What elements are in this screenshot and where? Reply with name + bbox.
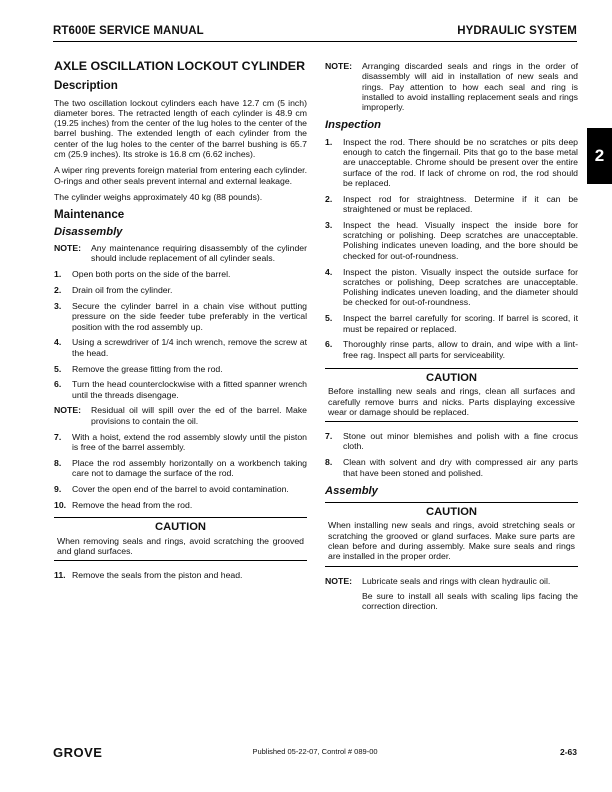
step-text: With a hoist, extend the rod assembly slowly until the piston is free of the barrel assembly. [72,432,307,453]
step-item [54,484,307,494]
caution-text: When installing new seals and rings, avoid stretching seals or scratching the grooved or gland surfaces. Make sure parts are clean before and during assembly. Make sure seals and rings are installed in the proper order. [328,520,575,562]
step-text: Secure the cylinder barrel in a chain vise without putting pressure on the side feeder tube preferably in the vertical position with the rod assembly up. [72,301,307,332]
disassembly-steps-continued [54,432,307,510]
note-text: Lubricate seals and rings with clean hydraulic oil. [362,575,551,586]
right-column [325,59,578,622]
step-item [54,364,307,374]
step-text: Place the rod assembly horizontally on a workbench taking care not to damage the surface of the rod. [72,458,307,479]
step-item [325,267,578,308]
note-text: Residual oil will spill over the ed of the barrel. Make provisions to contain the oil. [91,405,307,426]
step-number: 1. [54,269,62,280]
note-label: NOTE: [54,405,82,416]
step-item [54,337,307,358]
note-text: Any maintenance requiring disassembly of the cylinder should include replacement of all cylinder seals. [91,242,307,264]
inspection-heading: Inspection [325,119,381,132]
step-text: Open both ports on the side of the barrel. [72,269,231,280]
step-text: Turn the head counterclockwise with a fitted spanner wrench until the threads disengage. [72,379,307,400]
note [325,576,578,617]
step-item [54,269,307,279]
step-text: Clean with solvent and dry with compressed air any parts that have been stoned and polished. [343,457,578,478]
step-item [54,285,307,295]
step-item [54,432,307,453]
left-column [54,59,307,586]
step-number: 7. [325,431,333,442]
disassembly-steps-final [54,570,307,580]
inspection-steps [325,137,578,360]
caution-text: Before installing new seals and rings, clean all surfaces and carefully remove burrs and nicks. Parts displaying excessive wear or damage should be replaced. [328,386,575,417]
inspection-steps-continued [325,431,578,478]
step-number: 5. [325,313,333,324]
step-number: 1. [325,136,333,147]
header-rule [53,41,577,42]
step-number: 11. [54,570,66,581]
step-item [325,431,578,452]
description-paragraph: The two oscillation lockout cylinders each have 12.7 cm (5 inch) diameter bores. The retracted length of each cylinder is 48.9 cm (19.25 inches) from the center of the lug holes to the center of the barrel bushing. The extended length of each cylinder from the center of the lug holes to the center of the barrel bushing is 65.7 cm (25.9 inches). Its stroke is 16.8 cm (6.62 inches). [54,97,307,160]
step-number: 6. [325,339,333,350]
step-number: 5. [54,363,62,374]
step-number: 6. [54,379,62,390]
caution-title: CAUTION [426,506,477,519]
description-paragraph: A wiper ring prevents foreign material from entering each cylinder. O-rings and other seals prevent internal and external leakage. [54,165,307,186]
note [325,61,578,112]
step-item [325,457,578,478]
step-item [54,301,307,332]
step-text: Thoroughly rinse parts, allow to drain, and wipe with a lint-free rag. Inspect all parts for serviceability. [343,339,578,360]
note-label: NOTE: [54,242,82,253]
published-info: Published 05-22-07, Control # 089-00 [252,747,378,756]
step-number: 8. [325,457,333,468]
grove-logo: GROVE [53,745,103,760]
step-item [54,570,307,580]
note-text: Arranging discarded seals and rings in the order of disassembly will aid in installation of new seals and rings. Pay attention to how each seal and ring is installed to avoid installing replacement seals and rings improperly. [362,61,578,113]
note-text: Be sure to install all seals with scaling lips facing the correction direction. [362,590,578,612]
disassembly-steps [54,269,307,399]
step-number: 2. [325,193,333,204]
step-item [325,220,578,261]
step-number: 9. [54,484,62,495]
caution-box [325,368,578,422]
note-label: NOTE: [325,575,353,586]
note [54,243,307,264]
step-number: 4. [325,266,333,277]
step-item [325,194,578,215]
step-text: Using a screwdriver of 1/4 inch wrench, remove the screw at the head. [72,337,307,358]
caution-box [325,502,578,566]
step-number: 10. [54,500,67,510]
note-text-block [362,576,578,617]
page-number: 2-63 [559,747,577,757]
step-text: Remove the grease fitting from the rod. [72,363,223,374]
step-text: Inspect rod for straightness. Determine if it can be straightened or must be replaced. [343,193,578,215]
step-item [54,458,307,479]
disassembly-heading: Disassembly [54,225,123,238]
step-item [325,313,578,334]
step-item [54,500,307,510]
step-number: 3. [325,219,333,230]
step-text: Inspect the rod. There should be no scratches or pits deep enough to catch the fingernail. Pits that go to the base metal are unacceptable. Chrome should be present over the entire surface of the rod. If lack of chrome on rod, the rod should be replaced. [343,136,578,188]
step-text: Cover the open end of the barrel to avoid contamination. [72,484,289,495]
step-text: Inspect the head. Visually inspect the inside bore for scratching or polishing. Deep scratches are unacceptable. Polishing indicates uneven loading, and the bore should be checked for out-of-roundness. [343,219,578,261]
step-number: 3. [54,301,62,312]
step-number: 8. [54,458,62,469]
caution-title: CAUTION [155,521,206,534]
note [54,405,307,426]
description-paragraph: The cylinder weighs approximately 40 kg (88 pounds). [54,191,263,202]
step-number: 2. [54,285,62,296]
caution-box [54,517,307,561]
caution-text: When removing seals and rings, avoid scratching the grooved and gland surfaces. [57,535,304,556]
step-item [325,339,578,360]
header-section-title: HYDRAULIC SYSTEM [457,25,577,37]
header-manual-title: RT600E SERVICE MANUAL [53,25,204,37]
step-number: 7. [54,432,62,443]
caution-title: CAUTION [426,371,477,384]
step-text: Inspect the piston. Visually inspect the outside surface for scratches or polishing, Deep scratches are unacceptable. Polishing indicates uneven loading, and the diameter should be checked for out-of-roundness. [343,266,578,308]
step-text: Stone out minor blemishes and polish with a fine crocus cloth. [343,431,578,452]
step-item [54,379,307,400]
page-footer [53,746,577,760]
maintenance-heading: Maintenance [54,208,125,222]
assembly-heading: Assembly [325,484,378,497]
step-text: Remove the seals from the piston and head. [72,570,243,581]
step-text: Inspect the barrel carefully for scoring. If barrel is scored, it must be repaired or replaced. [343,313,578,334]
step-number: 4. [54,337,62,348]
section-tab: 2 [587,128,612,184]
description-heading: Description [54,79,118,93]
step-text: Remove the head from the rod. [72,500,193,510]
note-label: NOTE: [325,61,353,71]
step-text: Drain oil from the cylinder. [72,285,173,296]
step-item [325,137,578,188]
section-title: AXLE OSCILLATION LOCKOUT CYLINDER [54,59,306,73]
